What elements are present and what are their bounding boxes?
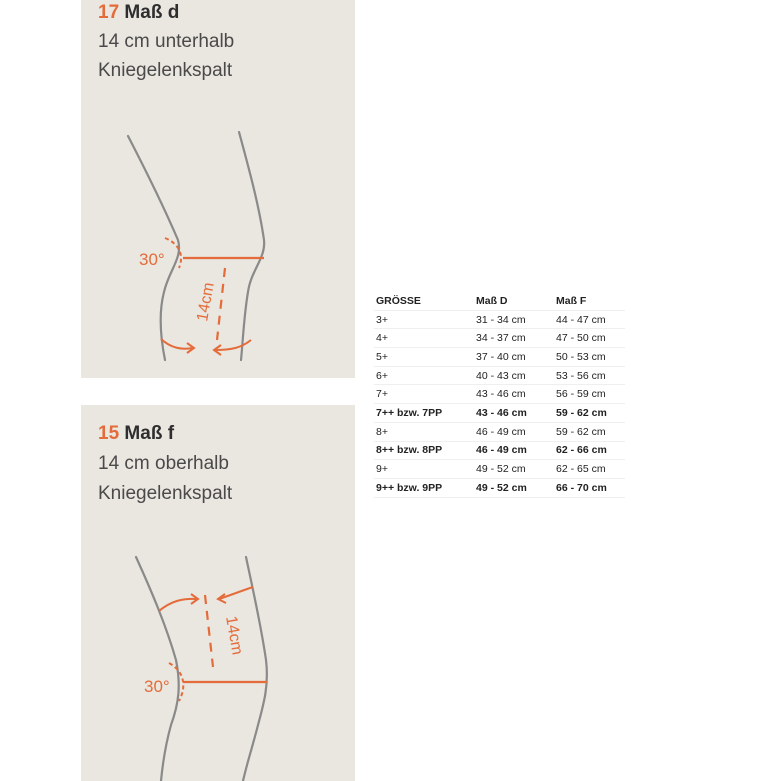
measure-f-cell: 62 - 65 cm	[554, 460, 625, 479]
lower-leg-illustration	[81, 0, 355, 378]
measure-d-cell: 49 - 52 cm	[474, 460, 554, 479]
table-row	[374, 385, 625, 404]
table-row	[374, 441, 625, 460]
column-header-measure-d: Maß D	[474, 292, 554, 310]
upper-leg-illustration	[81, 405, 355, 781]
measure-f-cell: 50 - 53 cm	[554, 348, 625, 367]
arrow-right-icon	[159, 594, 198, 611]
measure-d-cell: 34 - 37 cm	[474, 329, 554, 348]
distance-label: 14cm	[194, 281, 218, 323]
measurement-panel-d	[81, 0, 355, 378]
measure-d-cell: 31 - 34 cm	[474, 310, 554, 329]
measurement-label: Maß f	[124, 423, 175, 444]
size-cell: 6+	[374, 366, 474, 385]
measure-d-cell: 43 - 46 cm	[474, 404, 554, 423]
measurement-description-line2: Kniegelenkspalt	[98, 483, 233, 504]
table-row	[374, 460, 625, 479]
measurement-description-line2: Kniegelenkspalt	[98, 60, 233, 81]
measurement-label: Maß d	[124, 2, 180, 23]
measurement-panel-f	[81, 405, 355, 781]
angle-label: 30°	[139, 250, 165, 269]
measurement-description-line1: 14 cm unterhalb	[98, 31, 235, 52]
size-cell: 7+	[374, 385, 474, 404]
measurement-number: 17	[98, 2, 120, 23]
size-cell: 7++ bzw. 7PP	[374, 404, 474, 423]
measure-d-cell: 46 - 49 cm	[474, 441, 554, 460]
column-header-size: GRÖSSE	[374, 292, 474, 310]
measure-f-cell: 47 - 50 cm	[554, 329, 625, 348]
table-row	[374, 404, 625, 423]
table-row	[374, 422, 625, 441]
size-cell: 5+	[374, 348, 474, 367]
arrow-left-icon	[214, 340, 251, 355]
measurement-number: 15	[98, 423, 120, 444]
measure-f-cell: 62 - 66 cm	[554, 441, 625, 460]
size-chart-table	[374, 292, 625, 498]
measure-d-cell: 46 - 49 cm	[474, 422, 554, 441]
table-row	[374, 348, 625, 367]
measure-f-cell: 59 - 62 cm	[554, 404, 625, 423]
table-row	[374, 310, 625, 329]
size-cell: 8++ bzw. 8PP	[374, 441, 474, 460]
size-cell: 9++ bzw. 9PP	[374, 478, 474, 497]
distance-label: 14cm	[222, 614, 246, 657]
arrow-left-icon	[218, 587, 253, 603]
table-body	[374, 310, 625, 497]
size-cell: 4+	[374, 329, 474, 348]
table-row	[374, 329, 625, 348]
measure-f-cell: 66 - 70 cm	[554, 478, 625, 497]
table-header-row	[374, 292, 625, 310]
size-cell: 8+	[374, 422, 474, 441]
table-row	[374, 366, 625, 385]
column-header-measure-f: Maß F	[554, 292, 625, 310]
measure-d-cell: 49 - 52 cm	[474, 478, 554, 497]
measurement-description-line1: 14 cm oberhalb	[98, 453, 229, 474]
measure-d-cell: 40 - 43 cm	[474, 366, 554, 385]
measure-f-cell: 44 - 47 cm	[554, 310, 625, 329]
table-row	[374, 478, 625, 497]
measure-f-cell: 56 - 59 cm	[554, 385, 625, 404]
measure-d-cell: 37 - 40 cm	[474, 348, 554, 367]
angle-label: 30°	[144, 677, 170, 696]
measure-f-cell: 53 - 56 cm	[554, 366, 625, 385]
size-cell: 3+	[374, 310, 474, 329]
arrow-right-icon	[161, 339, 194, 353]
measure-d-cell: 43 - 46 cm	[474, 385, 554, 404]
measure-f-cell: 59 - 62 cm	[554, 422, 625, 441]
size-cell: 9+	[374, 460, 474, 479]
